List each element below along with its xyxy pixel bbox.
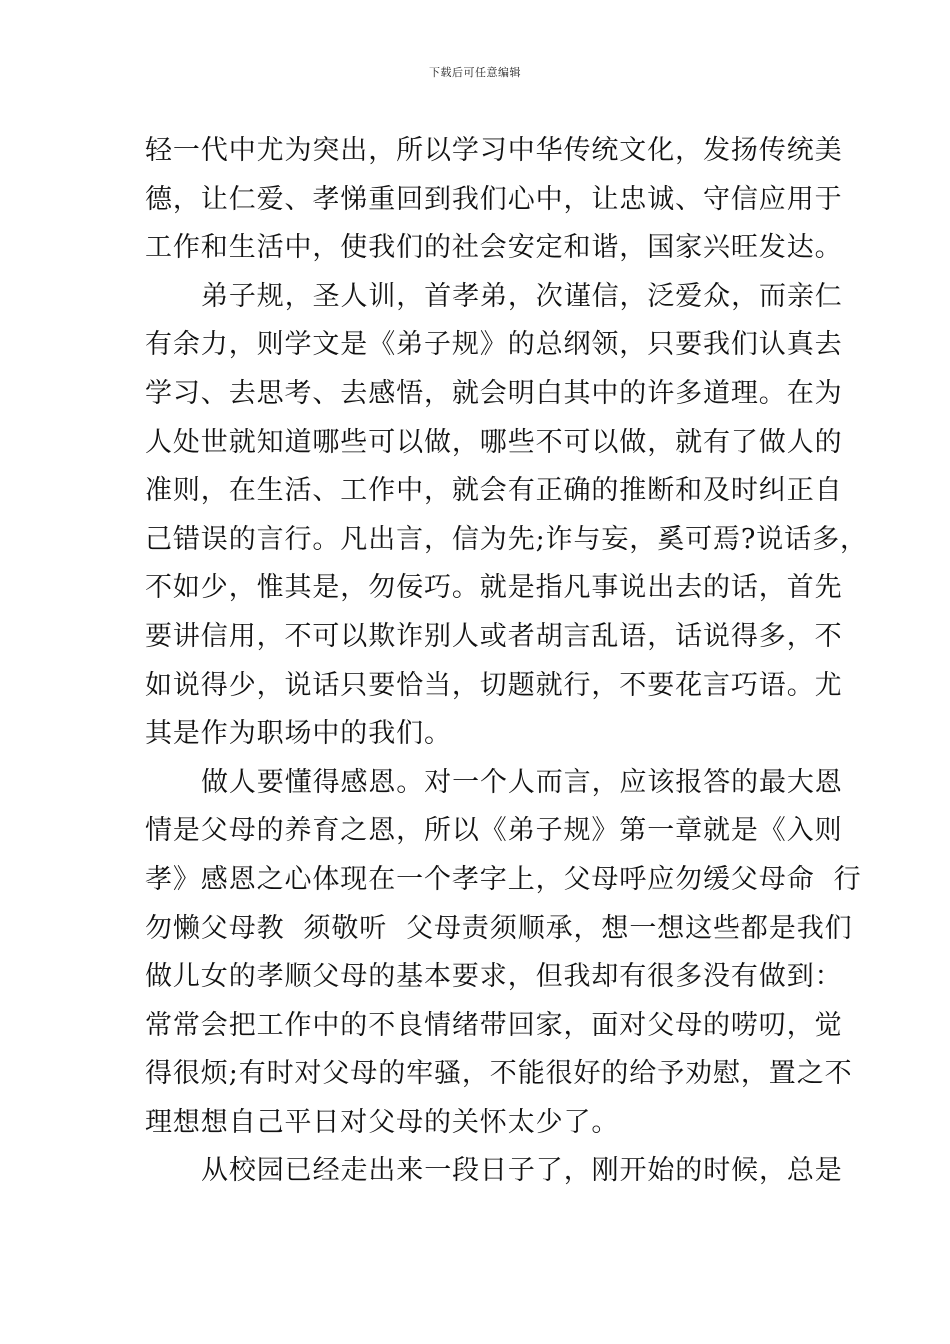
text-line: 得很烦;有时对父母的牢骚，不能很好的给予劝慰，置之不 bbox=[145, 1058, 853, 1090]
text-line: 情是父母的养育之恩，所以《弟子规》第一章就是《入则 bbox=[145, 815, 843, 847]
page-header: 下载后可任意编辑 bbox=[429, 66, 521, 79]
text-line: 其是作为职场中的我们。 bbox=[145, 718, 452, 750]
text-line: 要讲信用，不可以欺诈别人或者胡言乱语，话说得多，不 bbox=[145, 620, 843, 652]
text-line: 不如少，惟其是，勿佞巧。就是指凡事说出去的话，首先 bbox=[145, 572, 843, 604]
document-body bbox=[145, 127, 868, 1196]
text-line: 轻一代中尤为突出，所以学习中华传统文化，发扬传统美 bbox=[145, 135, 843, 166]
text-line: 做儿女的孝顺父母的基本要求，但我却有很多没有做到： bbox=[145, 961, 843, 993]
text-line: 有余力，则学文是《弟子规》的总纲领，只要我们认真去 bbox=[145, 329, 843, 361]
text-line: 人处世就知道哪些可以做，哪些不可以做，就有了做人的 bbox=[145, 426, 843, 458]
text-line: 孝》感恩之心体现在一个孝字上，父母呼应勿缓父母命 行 bbox=[145, 863, 862, 895]
text-line: 己错误的言行。凡出言，信为先;诈与妄，奚可焉?说话多， bbox=[145, 523, 868, 555]
text-line: 如说得少，说话只要恰当，切题就行，不要花言巧语。尤 bbox=[145, 669, 843, 701]
text-line: 德，让仁爱、孝悌重回到我们心中，让忠诚、守信应用于 bbox=[145, 183, 843, 215]
text-line: 准则，在生活、工作中，就会有正确的推断和及时纠正自 bbox=[145, 475, 843, 507]
text-line: 常常会把工作中的不良情绪带回家，面对父母的唠叨，觉 bbox=[145, 1009, 843, 1041]
paragraph-first-line: 做人要懂得感恩。对一个人而言，应该报答的最大恩 bbox=[201, 766, 843, 798]
text-line: 勿懒父母教 须敬听 父母责须顺承，想一想这些都是我们 bbox=[145, 912, 853, 944]
text-line: 理想想自己平日对父母的关怀太少了。 bbox=[145, 1106, 620, 1138]
text-line: 学习、去思考、去感悟，就会明白其中的许多道理。在为 bbox=[145, 377, 843, 409]
paragraph-first-line: 从校园已经走出来一段日子了，刚开始的时候，总是 bbox=[201, 1155, 843, 1187]
paragraph-first-line: 弟子规，圣人训，首孝弟，次谨信，泛爱众，而亲仁 bbox=[201, 280, 843, 312]
text-line: 工作和生活中，使我们的社会安定和谐，国家兴旺发达。 bbox=[145, 232, 843, 264]
